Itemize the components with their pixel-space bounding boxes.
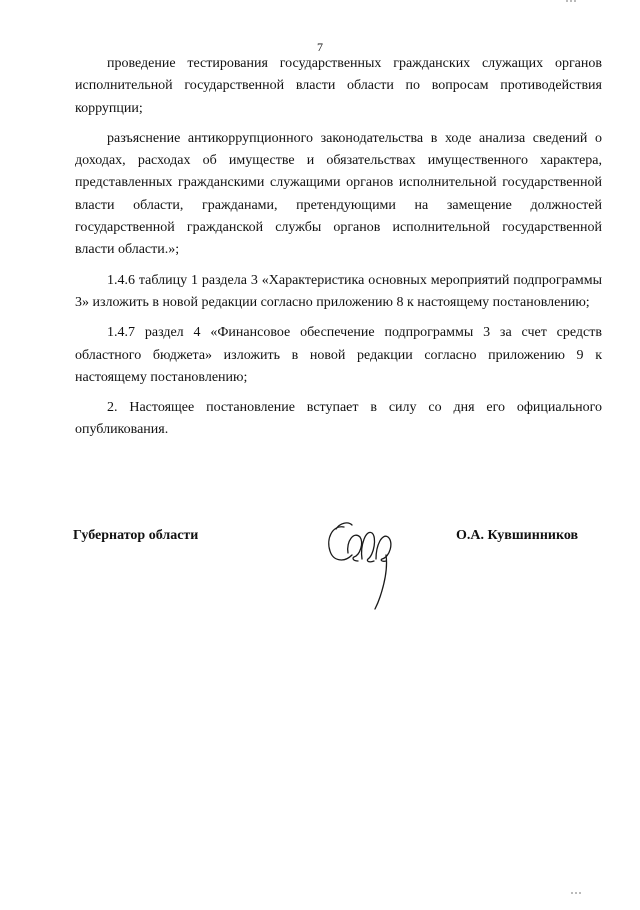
scan-mark-bottom: [571, 892, 583, 895]
page-number: 7: [317, 40, 323, 54]
paragraph-effective-date: 2. Настоящее постановление вступает в силу со дня его официального опубликования.: [75, 400, 602, 438]
signatory-name: О.А. Кувшинников: [456, 528, 579, 543]
paragraph-1-4-6: 1.4.6 таблицу 1 раздела 3 «Характеристика основных мероприятий подпрограммы 3» изложить в новой редакции согласно приложению 8 к настоящему постановлению;: [75, 272, 602, 310]
scan-mark-top: [566, 0, 578, 3]
signatory-title: Губернатор области: [73, 528, 199, 543]
paragraph-1-4-7: 1.4.7 раздел 4 «Финансовое обеспечение подпрограммы 3 за счет средств областного бюджета» изложить в новой редакции согласно приложению 9 к настоящему постановлению;: [75, 325, 602, 385]
document-body: [75, 53, 602, 450]
paragraph-testing: проведение тестирования государственных гражданских служащих органов исполнительной государственной власти области по вопросам противодействия коррупции;: [75, 56, 602, 116]
handwritten-signature: [322, 515, 406, 611]
paragraph-explanation: разъяснение антикоррупционного законодательства в ходе анализа сведений о доходах, расходах об имуществе и обязательствах имущественного характера, представленных гражданскими служащими органов исполнительной государственной власти области, гражданами, претендующими на замещение должностей государственной гражданской службы органов исполнительной государственной власти области.»;: [75, 130, 602, 258]
